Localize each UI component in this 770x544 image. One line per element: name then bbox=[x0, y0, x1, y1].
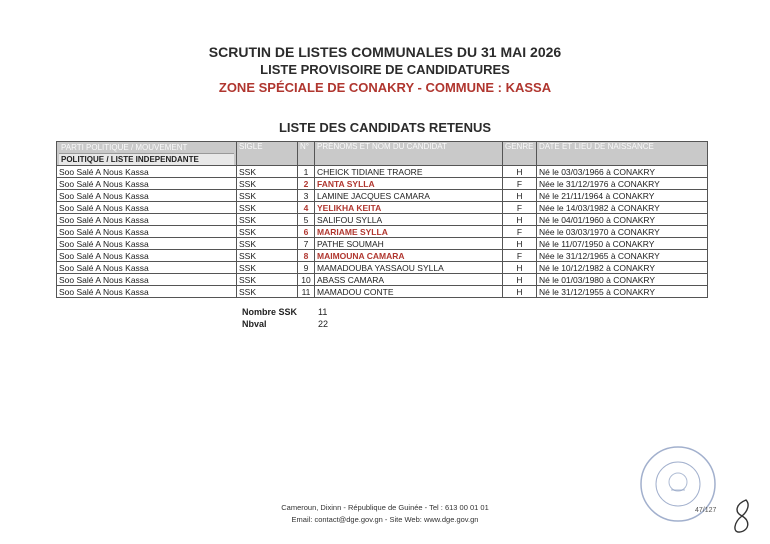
table-row bbox=[57, 250, 708, 262]
cell-birth: Né le 21/11/1964 à CONAKRY bbox=[537, 190, 708, 202]
list-subtitle: LISTE PROVISOIRE DE CANDIDATURES bbox=[260, 62, 510, 77]
table-row bbox=[57, 226, 708, 238]
footer-contact: Email: contact@dge.gov.gn - Site Web: www.dge.gov.gn bbox=[291, 515, 479, 524]
header-party bbox=[57, 142, 237, 166]
cell-candidate-name: YELIKHA KEITA bbox=[315, 202, 503, 214]
table-row bbox=[57, 274, 708, 286]
cell-sigle: SSK bbox=[237, 202, 298, 214]
cell-number: 8 bbox=[298, 250, 315, 262]
cell-number: 10 bbox=[298, 274, 315, 286]
cell-number: 4 bbox=[298, 202, 315, 214]
count-value: 11 bbox=[318, 307, 328, 317]
header-sigle: SIGLE bbox=[237, 142, 298, 166]
cell-party: Soo Salé A Nous Kassa bbox=[57, 262, 237, 274]
cell-birth: Née le 31/12/1976 à CONAKRY bbox=[537, 178, 708, 190]
header-number: N° bbox=[298, 142, 315, 166]
cell-birth: Né le 10/12/1982 à CONAKRY bbox=[537, 262, 708, 274]
cell-party: Soo Salé A Nous Kassa bbox=[57, 274, 237, 286]
cell-party: Soo Salé A Nous Kassa bbox=[57, 166, 237, 178]
table-row bbox=[57, 286, 708, 298]
cell-sigle: SSK bbox=[237, 178, 298, 190]
cell-genre: H bbox=[503, 166, 537, 178]
footer-address: Cameroun, Dixinn - République de Guinée - Tel : 613 00 01 01 bbox=[281, 503, 489, 512]
cell-party: Soo Salé A Nous Kassa bbox=[57, 214, 237, 226]
cell-birth: Né le 31/12/1955 à CONAKRY bbox=[537, 286, 708, 298]
cell-candidate-name: MAMADOUBA YASSAOU SYLLA bbox=[315, 262, 503, 274]
cell-sigle: SSK bbox=[237, 190, 298, 202]
cell-party: Soo Salé A Nous Kassa bbox=[57, 238, 237, 250]
retained-candidates-title: LISTE DES CANDIDATS RETENUS bbox=[278, 120, 492, 135]
header-genre: GENRE bbox=[503, 142, 537, 166]
cell-party: Soo Salé A Nous Kassa bbox=[57, 190, 237, 202]
cell-party: Soo Salé A Nous Kassa bbox=[57, 226, 237, 238]
cell-genre: F bbox=[503, 178, 537, 190]
cell-candidate-name: MARIAME SYLLA bbox=[315, 226, 503, 238]
table-row bbox=[57, 262, 708, 274]
cell-number: 9 bbox=[298, 262, 315, 274]
nbval-label: Nbval bbox=[242, 319, 267, 329]
cell-sigle: SSK bbox=[237, 250, 298, 262]
cell-genre: H bbox=[503, 274, 537, 286]
cell-genre: H bbox=[503, 286, 537, 298]
cell-genre: F bbox=[503, 226, 537, 238]
cell-birth: Né le 11/07/1950 à CONAKRY bbox=[537, 238, 708, 250]
table-header-row bbox=[57, 142, 708, 166]
table-row bbox=[57, 178, 708, 190]
cell-sigle: SSK bbox=[237, 166, 298, 178]
cell-number: 5 bbox=[298, 214, 315, 226]
cell-number: 3 bbox=[298, 190, 315, 202]
count-label: Nombre SSK bbox=[242, 307, 298, 317]
cell-birth: Née le 14/03/1982 à CONAKRY bbox=[537, 202, 708, 214]
cell-genre: F bbox=[503, 250, 537, 262]
cell-genre: H bbox=[503, 262, 537, 274]
cell-party: Soo Salé A Nous Kassa bbox=[57, 202, 237, 214]
nbval-value: 22 bbox=[318, 319, 329, 329]
cell-candidate-name: MAMADOU CONTE bbox=[315, 286, 503, 298]
cell-number: 11 bbox=[298, 286, 315, 298]
cell-birth: Né le 03/03/1966 à CONAKRY bbox=[537, 166, 708, 178]
cell-sigle: SSK bbox=[237, 226, 298, 238]
cell-sigle: SSK bbox=[237, 262, 298, 274]
cell-candidate-name: FANTA SYLLA bbox=[315, 178, 503, 190]
cell-genre: H bbox=[503, 238, 537, 250]
cell-candidate-name: CHEICK TIDIANE TRAORE bbox=[315, 166, 503, 178]
cell-birth: Née le 03/03/1970 à CONAKRY bbox=[537, 226, 708, 238]
cell-number: 7 bbox=[298, 238, 315, 250]
page-number: 47/127 bbox=[695, 507, 717, 514]
header-birth: DATE ET LIEU DE NAISSANCE bbox=[537, 142, 708, 166]
zone-title: ZONE SPÉCIALE DE CONAKRY - COMMUNE : KASSA bbox=[218, 80, 552, 95]
cell-number: 1 bbox=[298, 166, 315, 178]
header-party-bottom: POLITIQUE / LISTE INDEPENDANTE bbox=[59, 153, 234, 165]
cell-candidate-name: ABASS CAMARA bbox=[315, 274, 503, 286]
candidates-table bbox=[56, 141, 708, 298]
cell-party: Soo Salé A Nous Kassa bbox=[57, 286, 237, 298]
table-row bbox=[57, 190, 708, 202]
cell-candidate-name: SALIFOU SYLLA bbox=[315, 214, 503, 226]
table-row bbox=[57, 166, 708, 178]
table-row bbox=[57, 214, 708, 226]
table-row bbox=[57, 202, 708, 214]
cell-candidate-name: LAMINE JACQUES CAMARA bbox=[315, 190, 503, 202]
cell-birth: Née le 31/12/1965 à CONAKRY bbox=[537, 250, 708, 262]
cell-birth: Né le 04/01/1960 à CONAKRY bbox=[537, 214, 708, 226]
election-title: SCRUTIN DE LISTES COMMUNALES DU 31 MAI 2026 bbox=[208, 44, 562, 60]
cell-sigle: SSK bbox=[237, 238, 298, 250]
cell-candidate-name: PATHE SOUMAH bbox=[315, 238, 503, 250]
header-party-top: PARTI POLITIQUE / MOUVEMENT bbox=[61, 143, 188, 152]
cell-birth: Né le 01/03/1980 à CONAKRY bbox=[537, 274, 708, 286]
header-candidate-name: PRÉNOMS ET NOM DU CANDIDAT bbox=[315, 142, 503, 166]
cell-sigle: SSK bbox=[237, 274, 298, 286]
cell-candidate-name: MAIMOUNA CAMARA bbox=[315, 250, 503, 262]
table-row bbox=[57, 238, 708, 250]
cell-genre: H bbox=[503, 214, 537, 226]
cell-number: 6 bbox=[298, 226, 315, 238]
cell-party: Soo Salé A Nous Kassa bbox=[57, 178, 237, 190]
cell-genre: F bbox=[503, 202, 537, 214]
cell-number: 2 bbox=[298, 178, 315, 190]
cell-sigle: SSK bbox=[237, 286, 298, 298]
cell-sigle: SSK bbox=[237, 214, 298, 226]
table-body bbox=[57, 166, 708, 298]
cell-party: Soo Salé A Nous Kassa bbox=[57, 250, 237, 262]
cell-genre: H bbox=[503, 190, 537, 202]
